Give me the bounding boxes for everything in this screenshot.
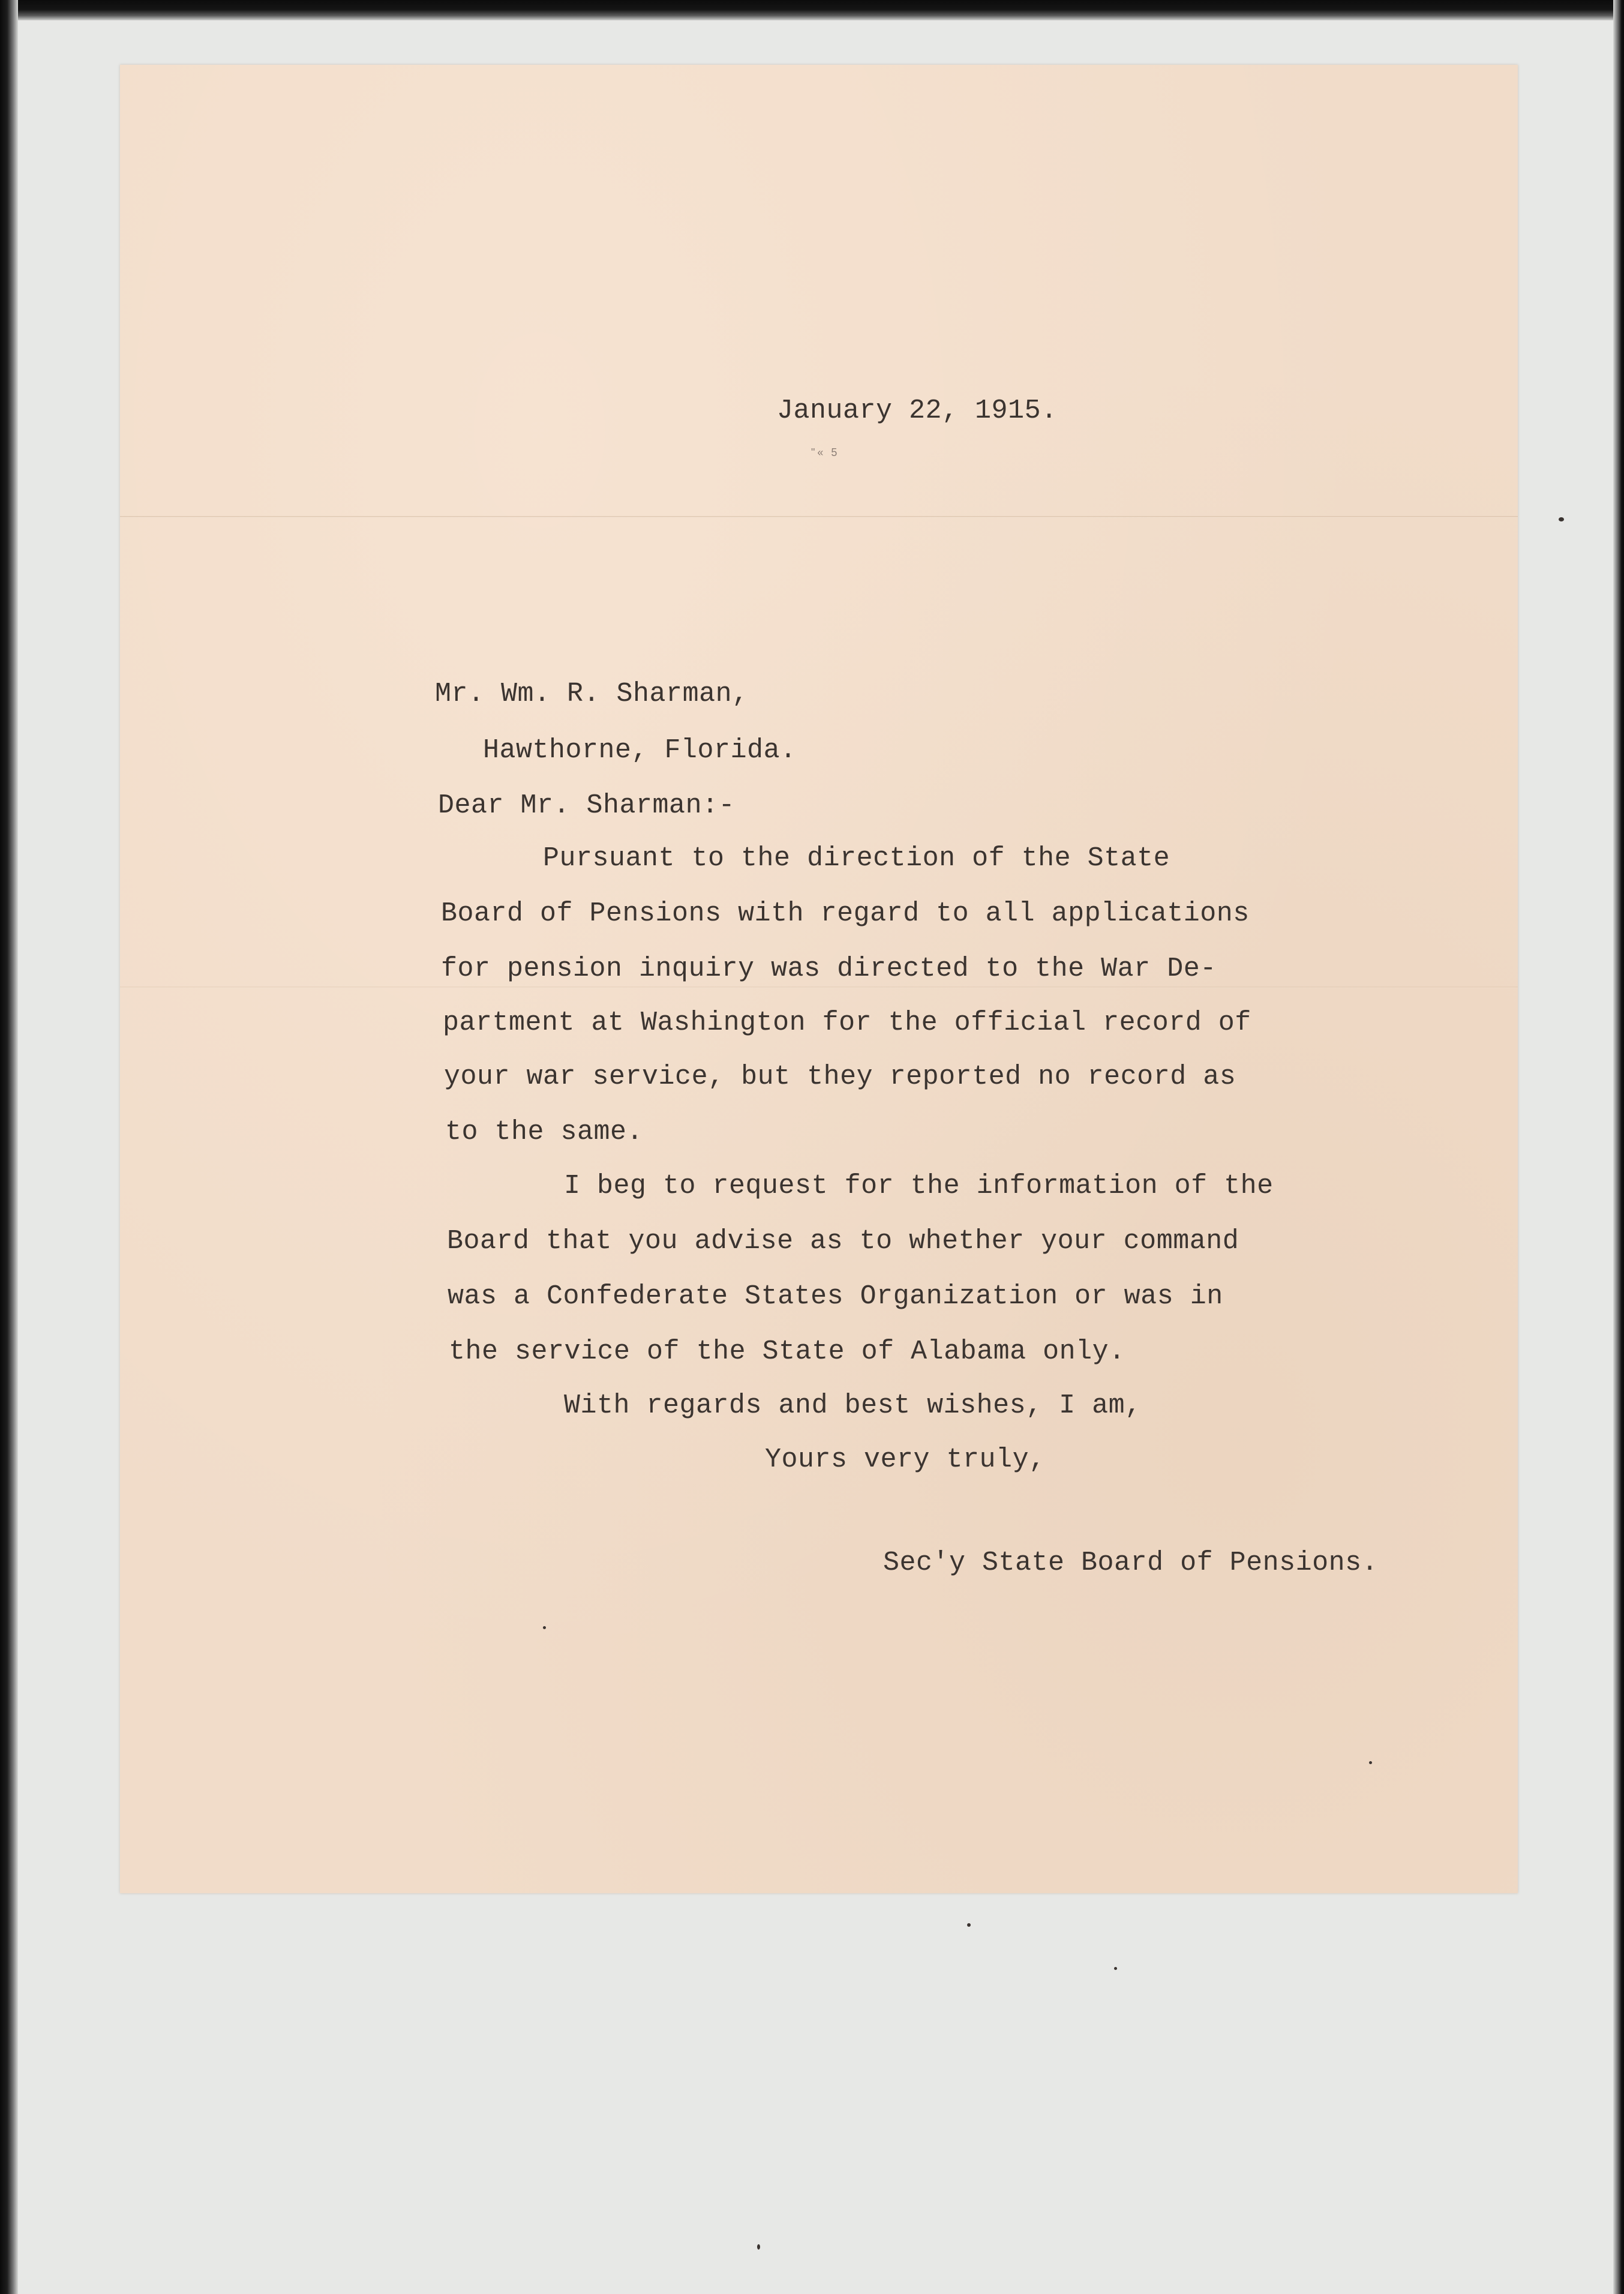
body-line: your war service, but they reported no record as xyxy=(444,1061,1236,1092)
letter-date: January 22, 1915. xyxy=(777,395,1058,426)
paper-fold-line xyxy=(120,986,1518,988)
closing: Yours very truly, xyxy=(765,1444,1046,1475)
letter-sheet xyxy=(120,65,1518,1893)
body-line: Pursuant to the direction of the State xyxy=(543,843,1170,874)
dust-speck xyxy=(1369,1761,1372,1764)
dust-speck xyxy=(1114,1967,1117,1970)
scanner-left-edge xyxy=(0,0,18,2294)
body-line: was a Confederate States Organization or was in xyxy=(448,1281,1223,1312)
body-line: With regards and best wishes, I am, xyxy=(564,1390,1142,1421)
body-line: to the same. xyxy=(445,1117,644,1147)
dust-speck xyxy=(543,1626,546,1629)
body-line: the service of the State of Alabama only. xyxy=(449,1336,1125,1367)
dust-speck xyxy=(757,2244,760,2250)
recipient-city: Hawthorne, Florida. xyxy=(483,735,797,766)
body-line: for pension inquiry was directed to the War De- xyxy=(441,953,1217,984)
scanner-right-edge xyxy=(1613,0,1624,2294)
body-line: Board that you advise as to whether your command xyxy=(447,1226,1239,1257)
dust-speck xyxy=(967,1923,971,1927)
stamp-mark: "« 5 xyxy=(811,446,840,458)
salutation: Dear Mr. Sharman:- xyxy=(438,790,736,821)
body-line: I beg to request for the information of the xyxy=(564,1171,1274,1201)
signature-title: Sec'y State Board of Pensions. xyxy=(883,1548,1379,1578)
paper-fold-line xyxy=(120,516,1518,518)
scanner-top-edge xyxy=(0,0,1624,20)
dust-speck xyxy=(1559,517,1564,521)
body-line: Board of Pensions with regard to all applications xyxy=(441,898,1250,929)
body-line: partment at Washington for the official record of xyxy=(443,1007,1251,1038)
recipient-name: Mr. Wm. R. Sharman, xyxy=(435,679,749,709)
